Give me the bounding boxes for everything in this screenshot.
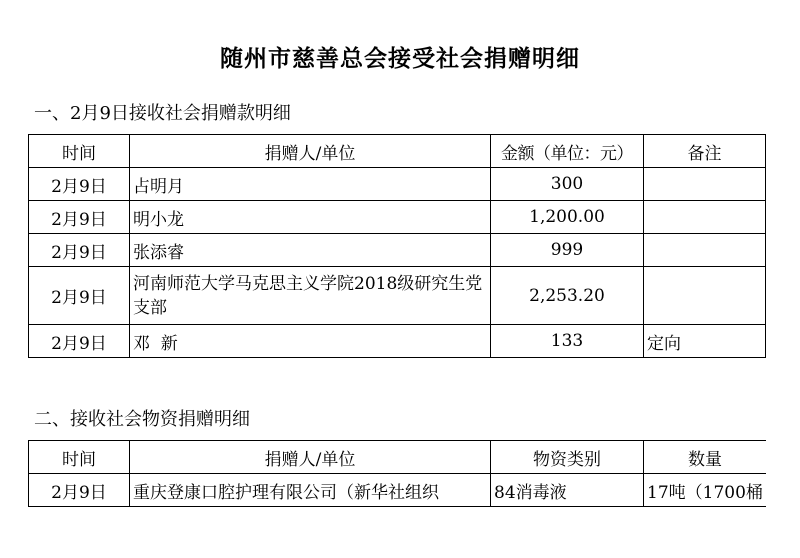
table-row [29,474,766,507]
cell-note [644,234,766,267]
cell-donor: 邓 新 [130,325,491,358]
table-row [29,168,766,201]
cell-date: 2月9日 [29,325,130,358]
header-donor: 捐赠人/单位 [130,135,491,168]
header-category: 物资类别 [491,441,644,474]
header-amount: 金额（单位：元） [491,135,644,168]
cell-note [644,201,766,234]
table-row [29,325,766,358]
table-header-row [29,441,766,474]
cell-note [644,267,766,325]
cell-amount: 300 [491,168,644,201]
table-row [29,201,766,234]
cell-donor: 占明月 [130,168,491,201]
cell-date: 2月9日 [29,267,130,325]
cell-date: 2月9日 [29,234,130,267]
cell-note: 定向 [644,325,766,358]
cell-quantity: 17吨（1700桶 [644,474,766,507]
cell-amount: 1,200.00 [491,201,644,234]
goods-donation-table [28,440,766,507]
table-header-row [29,135,766,168]
cell-date: 2月9日 [29,201,130,234]
table-row [29,234,766,267]
cell-category: 84消毒液 [491,474,644,507]
cell-donor: 重庆登康口腔护理有限公司（新华社组织 [130,474,491,507]
header-date: 时间 [29,441,130,474]
cell-date: 2月9日 [29,168,130,201]
cash-section-heading: 一、2月9日接收社会捐赠款明细 [34,103,291,124]
header-donor: 捐赠人/单位 [130,441,491,474]
cell-amount: 133 [491,325,644,358]
header-note: 备注 [644,135,766,168]
cell-donor: 河南师范大学马克思主义学院2018级研究生党支部 [130,267,491,325]
cell-donor: 张添睿 [130,234,491,267]
table-row [29,267,766,325]
cell-date: 2月9日 [29,474,130,507]
header-date: 时间 [29,135,130,168]
cell-donor: 明小龙 [130,201,491,234]
cell-amount: 999 [491,234,644,267]
goods-section-heading: 二、接收社会物资捐赠明细 [34,409,250,430]
page-title: 随州市慈善总会接受社会捐赠明细 [220,46,580,72]
cell-note [644,168,766,201]
header-quantity: 数量 [644,441,766,474]
cash-donation-table [28,134,766,358]
cell-amount: 2,253.20 [491,267,644,325]
